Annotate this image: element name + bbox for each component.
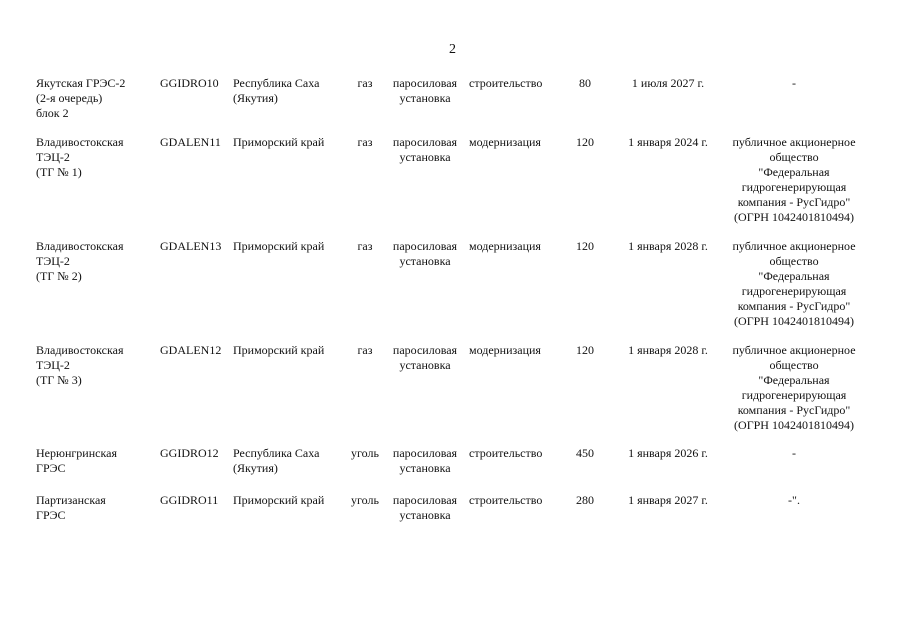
commissioning-date: 1 июля 2027 г. [631, 76, 705, 90]
plant-name: Якутская ГРЭС-2 (2-я очередь) блок 2 [36, 76, 126, 120]
capacity-mw: 280 [576, 493, 594, 507]
table-row [0, 493, 905, 533]
capacity-mw: 120 [576, 343, 594, 357]
action-type: строительство [469, 76, 543, 90]
plant-code: GDALEN13 [160, 239, 222, 253]
table-row [0, 446, 905, 493]
plant-name: Партизанская ГРЭС [36, 493, 106, 522]
installation-type: паросиловая установка [392, 239, 458, 268]
region: Приморский край [233, 493, 325, 507]
table-row [0, 76, 905, 135]
fuel-type: уголь [351, 446, 379, 460]
commissioning-date: 1 января 2027 г. [628, 493, 708, 507]
installation-type: паросиловая установка [392, 343, 458, 372]
fuel-type: газ [357, 343, 373, 357]
action-type: модернизация [469, 239, 541, 253]
commissioning-date: 1 января 2026 г. [628, 446, 708, 460]
installation-type: паросиловая установка [392, 446, 458, 475]
installation-type: паросиловая установка [392, 493, 458, 522]
fuel-type: газ [357, 76, 373, 90]
owner: - [792, 446, 796, 460]
table-row [0, 343, 905, 446]
fuel-type: газ [357, 135, 373, 149]
plant-code: GGIDRO11 [160, 493, 219, 507]
capacity-mw: 120 [576, 239, 594, 253]
table-row [0, 135, 905, 239]
capacity-mw: 80 [579, 76, 591, 90]
page-number: 2 [449, 42, 456, 57]
action-type: модернизация [469, 135, 541, 149]
action-type: строительство [469, 446, 543, 460]
owner: публичное акционерное общество "Федеральная гидрогенерирующая компания - РусГидро" (ОГРН 1042401810494) [732, 239, 856, 328]
plant-code: GGIDRO12 [160, 446, 219, 460]
plant-code: GDALEN11 [160, 135, 221, 149]
installation-type: паросиловая установка [392, 76, 458, 105]
region: Республика Саха (Якутия) [233, 76, 320, 105]
capacity-mw: 450 [576, 446, 594, 460]
owner: публичное акционерное общество "Федеральная гидрогенерирующая компания - РусГидро" (ОГРН 1042401810494) [732, 343, 856, 432]
owner: - [792, 76, 796, 90]
plant-name: Нерюнгринская ГРЭС [36, 446, 117, 475]
plant-code: GGIDRO10 [160, 76, 219, 90]
installation-type: паросиловая установка [392, 135, 458, 164]
action-type: строительство [469, 493, 543, 507]
owner: публичное акционерное общество "Федеральная гидрогенерирующая компания - РусГидро" (ОГРН 1042401810494) [732, 135, 856, 224]
commissioning-date: 1 января 2028 г. [628, 343, 708, 357]
region: Приморский край [233, 135, 325, 149]
power-plant-table [0, 76, 905, 533]
plant-name: Владивостокская ТЭЦ-2 (ТГ № 1) [36, 135, 124, 179]
region: Республика Саха (Якутия) [233, 446, 320, 475]
owner: -". [788, 493, 800, 507]
fuel-type: уголь [351, 493, 379, 507]
plant-name: Владивостокская ТЭЦ-2 (ТГ № 3) [36, 343, 124, 387]
region: Приморский край [233, 343, 325, 357]
action-type: модернизация [469, 343, 541, 357]
capacity-mw: 120 [576, 135, 594, 149]
plant-code: GDALEN12 [160, 343, 222, 357]
plant-name: Владивостокская ТЭЦ-2 (ТГ № 2) [36, 239, 124, 283]
table-row [0, 239, 905, 343]
commissioning-date: 1 января 2028 г. [628, 239, 708, 253]
region: Приморский край [233, 239, 325, 253]
commissioning-date: 1 января 2024 г. [628, 135, 708, 149]
fuel-type: газ [357, 239, 373, 253]
